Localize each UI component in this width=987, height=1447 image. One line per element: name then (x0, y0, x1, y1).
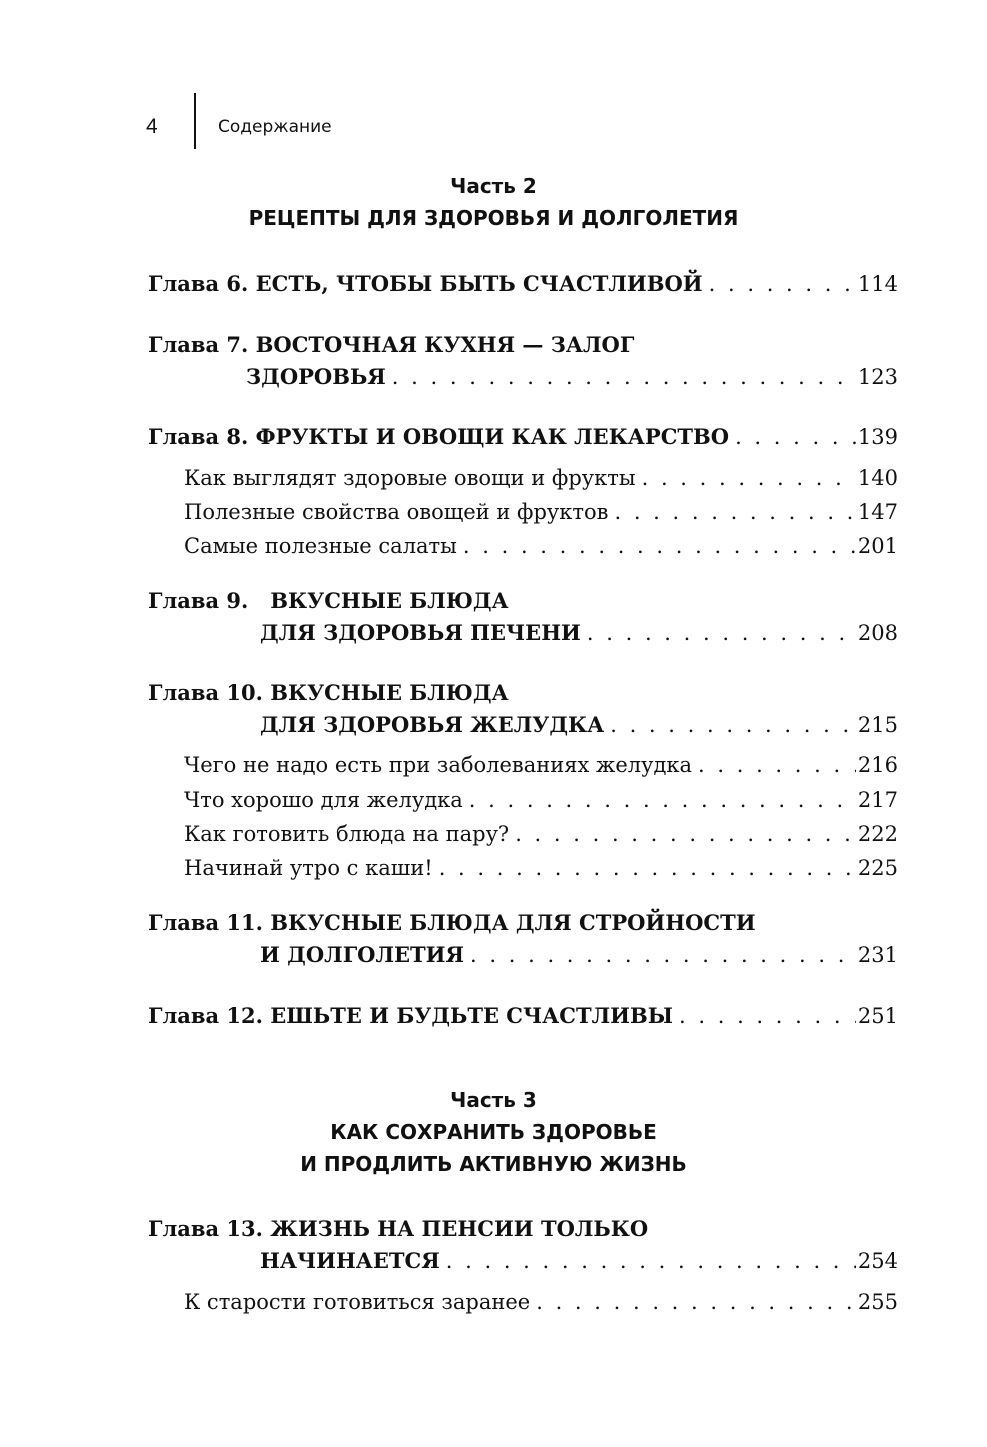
chapter-prefix: Глава 8. (148, 424, 249, 449)
chapter-prefix: Глава 10. (148, 680, 263, 705)
page-ref: 222 (857, 822, 898, 846)
page-ref: 251 (857, 1004, 898, 1028)
page-ref: 255 (857, 1290, 898, 1314)
page-ref: 208 (857, 621, 898, 645)
toc-chapter-12[interactable] (148, 1000, 898, 1032)
page-ref: 123 (857, 365, 898, 389)
page-number: 4 (146, 115, 158, 138)
toc-section[interactable] (184, 1286, 898, 1318)
page-ref: 215 (857, 713, 898, 737)
toc-chapter-6[interactable] (148, 268, 898, 300)
chapter-title: ЖИЗНЬ НА ПЕНСИИ ТОЛЬКО (270, 1216, 649, 1241)
page-ref: 225 (857, 856, 898, 880)
toc-section[interactable] (184, 530, 898, 562)
dot-leader (581, 617, 856, 649)
part-label: Часть 2 (450, 174, 537, 198)
chapter-title-cont: И ДОЛГОЛЕТИЯ (260, 942, 465, 967)
page-ref: 114 (857, 272, 898, 296)
toc-chapter-11[interactable] (148, 907, 898, 939)
chapter-prefix: Глава 12. (148, 1003, 263, 1028)
dot-leader (673, 1000, 856, 1032)
chapter-title-cont: НАЧИНАЕТСЯ (260, 1248, 440, 1273)
section-title: Как выглядят здоровые овощи и фрукты (184, 466, 636, 490)
toc-section[interactable] (184, 852, 898, 884)
part-label: Часть 3 (450, 1088, 537, 1112)
dot-leader (509, 818, 856, 850)
chapter-title: ВКУСНЫЕ БЛЮДА ДЛЯ СТРОЙНОСТИ (270, 910, 756, 935)
dot-leader (636, 462, 856, 494)
part-title: И ПРОДЛИТЬ АКТИВНУЮ ЖИЗНЬ (300, 1152, 687, 1176)
chapter-title: ВОСТОЧНАЯ КУХНЯ — ЗАЛОГ (255, 332, 635, 357)
toc-chapter-9-cont[interactable] (260, 617, 898, 649)
dot-leader (530, 1286, 856, 1318)
running-title: Содержание (218, 117, 332, 137)
toc-chapter-8[interactable] (148, 421, 898, 453)
page-ref: 231 (857, 943, 898, 967)
toc-chapter-7-cont[interactable] (246, 361, 898, 393)
chapter-title: ВКУСНЫЕ БЛЮДА (270, 588, 509, 613)
chapter-title: ЕСТЬ, ЧТОБЫ БЫТЬ СЧАСТЛИВОЙ (255, 271, 703, 296)
dot-leader (440, 1245, 856, 1277)
chapter-title: ЕШЬТЕ И БУДЬТЕ СЧАСТЛИВЫ (270, 1003, 674, 1028)
toc-chapter-10[interactable] (148, 677, 898, 709)
chapter-title-cont: ДЛЯ ЗДОРОВЬЯ ЖЕЛУДКА (260, 712, 605, 737)
chapter-title: ВКУСНЫЕ БЛЮДА (270, 680, 509, 705)
toc-section[interactable] (184, 749, 898, 781)
chapter-title-cont: ЗДОРОВЬЯ (246, 364, 386, 389)
page-ref: 147 (857, 500, 898, 524)
page-ref: 139 (857, 425, 898, 449)
dot-leader (433, 852, 856, 884)
page-ref: 216 (857, 753, 898, 777)
section-title: Самые полезные салаты (184, 534, 457, 558)
chapter-prefix: Глава 6. (148, 271, 249, 296)
section-title: Что хорошо для желудка (184, 788, 463, 812)
part-title: КАК СОХРАНИТЬ ЗДОРОВЬЕ (330, 1120, 657, 1144)
header-divider (194, 93, 196, 149)
dot-leader (386, 361, 856, 393)
dot-leader (457, 530, 856, 562)
page-ref: 201 (857, 534, 898, 558)
dot-leader (703, 268, 856, 300)
part-3-heading (0, 1084, 987, 1180)
toc-chapter-13-cont[interactable] (260, 1245, 898, 1277)
dot-leader (608, 496, 855, 528)
toc-chapter-7[interactable] (148, 329, 898, 361)
chapter-title: ФРУКТЫ И ОВОЩИ КАК ЛЕКАРСТВО (255, 424, 730, 449)
chapter-prefix: Глава 11. (148, 910, 263, 935)
toc-section[interactable] (184, 462, 898, 494)
page-ref: 140 (857, 466, 898, 490)
toc-section[interactable] (184, 496, 898, 528)
dot-leader (463, 784, 856, 816)
toc-section[interactable] (184, 818, 898, 850)
section-title: Чего не надо есть при заболеваниях желудка (184, 753, 693, 777)
section-title: Полезные свойства овощей и фруктов (184, 500, 609, 524)
part-title: РЕЦЕПТЫ ДЛЯ ЗДОРОВЬЯ И ДОЛГОЛЕТИЯ (248, 206, 739, 230)
page-ref: 217 (857, 788, 898, 812)
section-title: Начинай утро с каши! (184, 856, 433, 880)
chapter-prefix: Глава 7. (148, 332, 249, 357)
chapter-prefix: Глава 9. (148, 588, 249, 613)
dot-leader (692, 749, 856, 781)
toc-chapter-10-cont[interactable] (260, 709, 898, 741)
dot-leader (729, 421, 856, 453)
dot-leader (464, 939, 856, 971)
part-2-heading (0, 170, 987, 234)
page-ref: 254 (857, 1249, 898, 1273)
section-title: К старости готовиться заранее (184, 1290, 531, 1314)
toc-chapter-9[interactable] (148, 585, 898, 617)
toc-section[interactable] (184, 784, 898, 816)
toc-chapter-13[interactable] (148, 1213, 898, 1245)
chapter-title-cont: ДЛЯ ЗДОРОВЬЯ ПЕЧЕНИ (260, 620, 581, 645)
chapter-prefix: Глава 13. (148, 1216, 263, 1241)
toc-chapter-11-cont[interactable] (260, 939, 898, 971)
section-title: Как готовить блюда на пару? (184, 822, 510, 846)
dot-leader (604, 709, 856, 741)
